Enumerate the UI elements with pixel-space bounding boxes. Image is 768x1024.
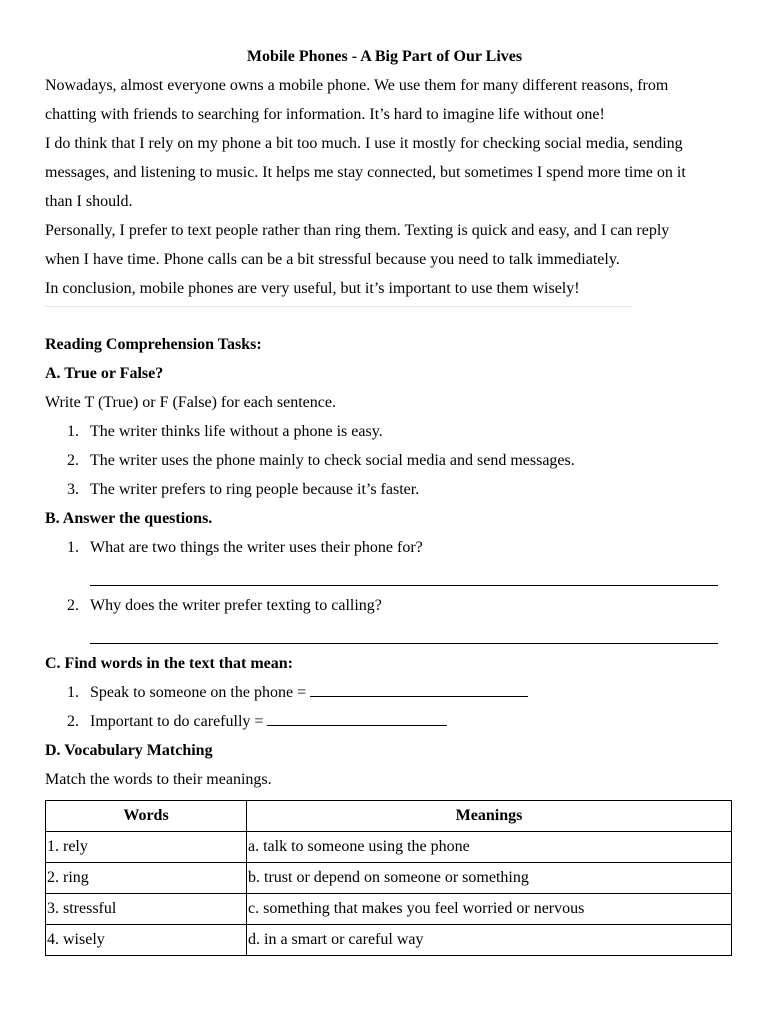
section-a-instruction: Write T (True) or F (False) for each sentence. <box>45 394 336 411</box>
section-c-list <box>45 678 735 736</box>
section-d-heading: D. Vocabulary Matching <box>45 742 213 759</box>
section-a-heading: A. True or False? <box>45 365 164 382</box>
item-number: 1. <box>67 684 79 701</box>
item-number: 2. <box>67 597 79 614</box>
tasks-heading: Reading Comprehension Tasks: <box>45 336 262 353</box>
list-item <box>45 446 735 475</box>
passage-line: than I should. <box>45 193 133 210</box>
passage-line: chatting with friends to searching for information. It’s hard to imagine life without one! <box>45 106 605 123</box>
word-cell: 1. rely <box>46 832 247 863</box>
page-title: Mobile Phones - A Big Part of Our Lives <box>246 48 523 65</box>
item-number: 3. <box>67 481 79 498</box>
answer-line[interactable] <box>90 562 718 591</box>
list-item <box>45 475 735 504</box>
table-row <box>46 894 732 925</box>
passage-line: In conclusion, mobile phones are very useful, but it’s important to use them wisely! <box>45 280 580 297</box>
section-a-list <box>45 417 735 504</box>
item-number: 1. <box>67 423 79 440</box>
vocabulary-table <box>45 800 732 956</box>
meaning-cell: c. something that makes you feel worried or nervous <box>247 894 732 925</box>
item-number: 2. <box>67 713 79 730</box>
list-item <box>45 417 735 446</box>
meaning-cell: b. trust or depend on someone or something <box>247 863 732 894</box>
item-text: The writer uses the phone mainly to check social media and send messages. <box>90 452 575 469</box>
table-row <box>46 863 732 894</box>
item-text: Why does the writer prefer texting to calling? <box>90 597 382 614</box>
worksheet-page <box>45 42 735 956</box>
passage-line: messages, and listening to music. It helps me stay connected, but sometimes I spend more time on it <box>45 164 686 181</box>
section-d-instruction: Match the words to their meanings. <box>45 771 272 788</box>
passage-line: when I have time. Phone calls can be a bit stressful because you need to talk immediately. <box>45 251 620 268</box>
word-cell: 2. ring <box>46 863 247 894</box>
section-b-list <box>45 533 735 649</box>
reading-passage <box>45 71 735 303</box>
section-c-heading: C. Find words in the text that mean: <box>45 655 293 672</box>
item-text: Speak to someone on the phone = <box>90 684 311 701</box>
section-b-heading: B. Answer the questions. <box>45 510 213 527</box>
table-row <box>46 925 732 956</box>
list-item <box>45 591 735 620</box>
item-number: 1. <box>67 539 79 556</box>
item-text: Important to do carefully = <box>90 713 268 730</box>
table-header-row <box>46 801 732 832</box>
table-row <box>46 832 732 863</box>
item-text: The writer prefers to ring people because it’s faster. <box>90 481 420 498</box>
item-text: What are two things the writer uses their phone for? <box>90 539 423 556</box>
word-cell: 4. wisely <box>46 925 247 956</box>
answer-blank[interactable] <box>310 682 528 697</box>
list-item <box>45 678 735 707</box>
column-header: Words <box>46 801 247 832</box>
item-text: The writer thinks life without a phone is easy. <box>90 423 383 440</box>
meaning-cell: d. in a smart or careful way <box>247 925 732 956</box>
column-header: Meanings <box>247 801 732 832</box>
passage-line: Personally, I prefer to text people rather than ring them. Texting is quick and easy, and I can reply <box>45 222 670 239</box>
list-item <box>45 707 735 736</box>
meaning-cell: a. talk to someone using the phone <box>247 832 732 863</box>
passage-line: Nowadays, almost everyone owns a mobile phone. We use them for many different reasons, from <box>45 77 669 94</box>
answer-line[interactable] <box>90 620 718 649</box>
item-number: 2. <box>67 452 79 469</box>
passage-line: I do think that I rely on my phone a bit too much. I use it mostly for checking social media, sending <box>45 135 683 152</box>
list-item <box>45 533 735 562</box>
word-cell: 3. stressful <box>46 894 247 925</box>
answer-blank[interactable] <box>267 711 447 726</box>
